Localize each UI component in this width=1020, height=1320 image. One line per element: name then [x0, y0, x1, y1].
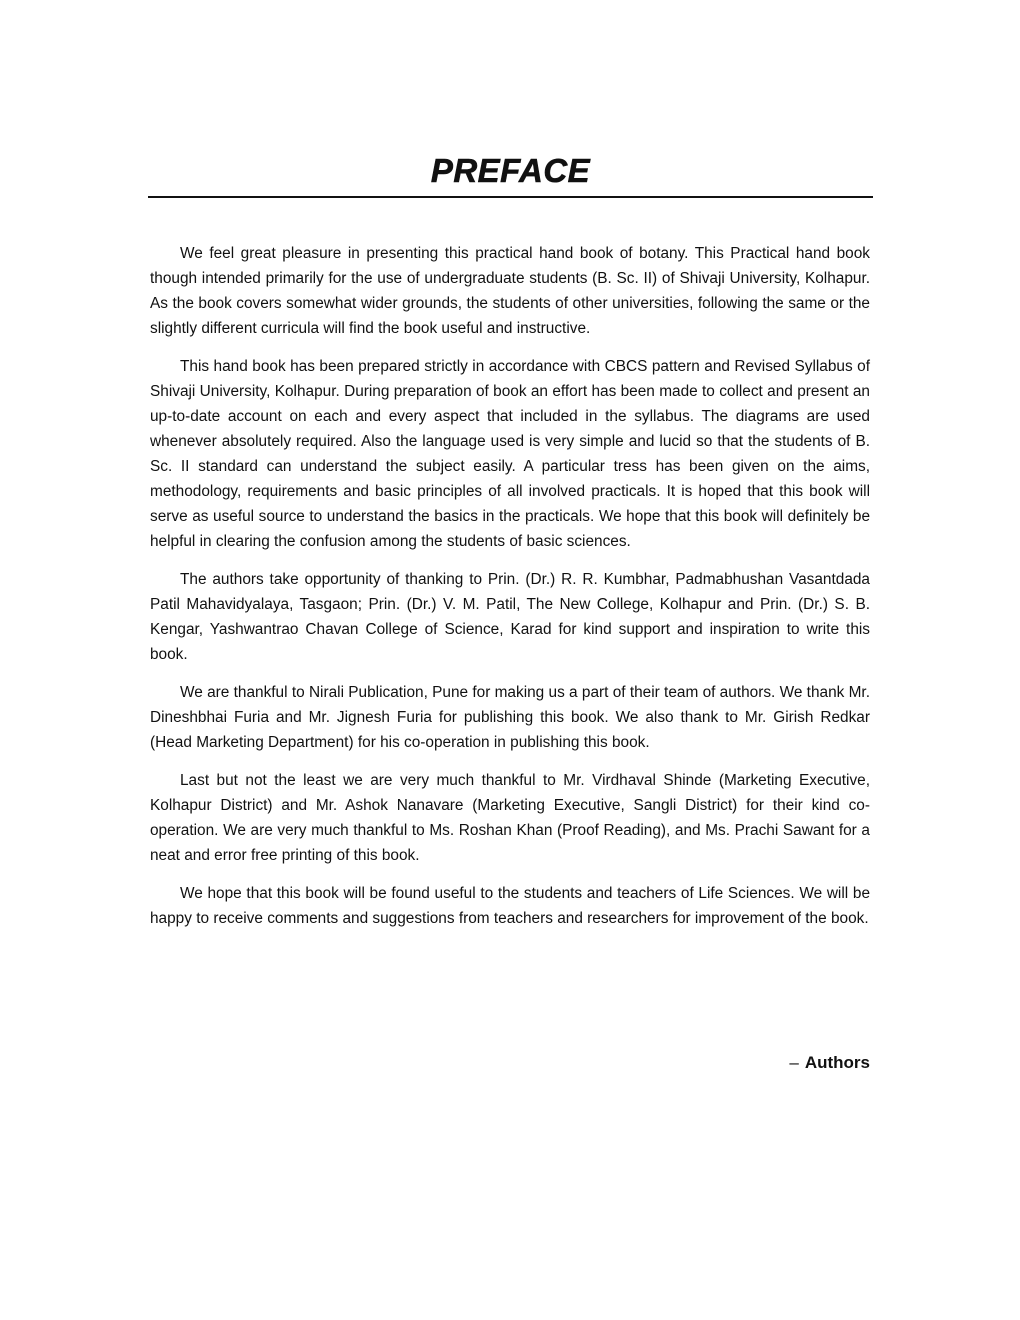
page-title: PREFACE: [430, 152, 591, 189]
paragraph-thanks-principals: The authors take opportunity of thanking to Prin. (Dr.) R. R. Kumbhar, Padmabhushan Vasantdada Patil Mahavidyalaya, Tasgaon; Prin. (Dr.) V. M. Patil, The New College, Kolhapur and Prin. (Dr.) S. B. Kengar, Yashwantrao Chavan College of Science, Karad for kind support and inspiration to write this book.: [150, 571, 870, 663]
paragraph-closing: We hope that this book will be found useful to the students and teachers of Life Sciences. We will be happy to receive comments and suggestions from teachers and researchers for improvement of the book.: [150, 885, 870, 927]
title-rule: [148, 150, 873, 198]
paragraph-preparation: This hand book has been prepared strictly in accordance with CBCS pattern and Revised Syllabus of Shivaji University, Kolhapur. During preparation of book an effort has been made to collect and present an up-to-date account on each and every aspect that included in the syllabus. The diagrams are used whenever absolutely required. Also the language used is very simple and lucid so that the students of B. Sc. II standard can understand the subject easily. A particular tress has been given on the aims, methodology, requirements and basic principles of all involved practicals. It is hoped that this book will serve as useful source to understand the basics in the practicals. We hope that this book will definitely be helpful in clearing the confusion among the students of basic sciences.: [150, 358, 870, 550]
signature-dash: –: [789, 1053, 799, 1072]
preface-body: [150, 241, 870, 944]
paragraph-intro: We feel great pleasure in presenting this practical hand book of botany. This Practical hand book though intended primarily for the use of undergraduate students (B. Sc. II) of Shivaji University, Kolhapur. As the book covers somewhat wider grounds, the students of other universities, following the same or the slightly different curricula will find the book useful and instructive.: [150, 245, 870, 337]
signature: [150, 1050, 870, 1076]
paragraph-thanks-publisher: We are thankful to Nirali Publication, Pune for making us a part of their team of authors. We thank Mr. Dineshbhai Furia and Mr. Jignesh Furia for publishing this book. We also thank to Mr. Girish Redkar (Head Marketing Department) for his co-operation in publishing this book.: [150, 684, 870, 751]
paragraph-thanks-staff: Last but not the least we are very much thankful to Mr. Virdhaval Shinde (Marketing Executive, Kolhapur District) and Mr. Ashok Nanavare (Marketing Executive, Sangli District) for their kind co-operation. We are very much thankful to Ms. Roshan Khan (Proof Reading), and Ms. Prachi Sawant for a neat and error free printing of this book.: [150, 772, 870, 864]
signature-name: Authors: [804, 1053, 870, 1072]
